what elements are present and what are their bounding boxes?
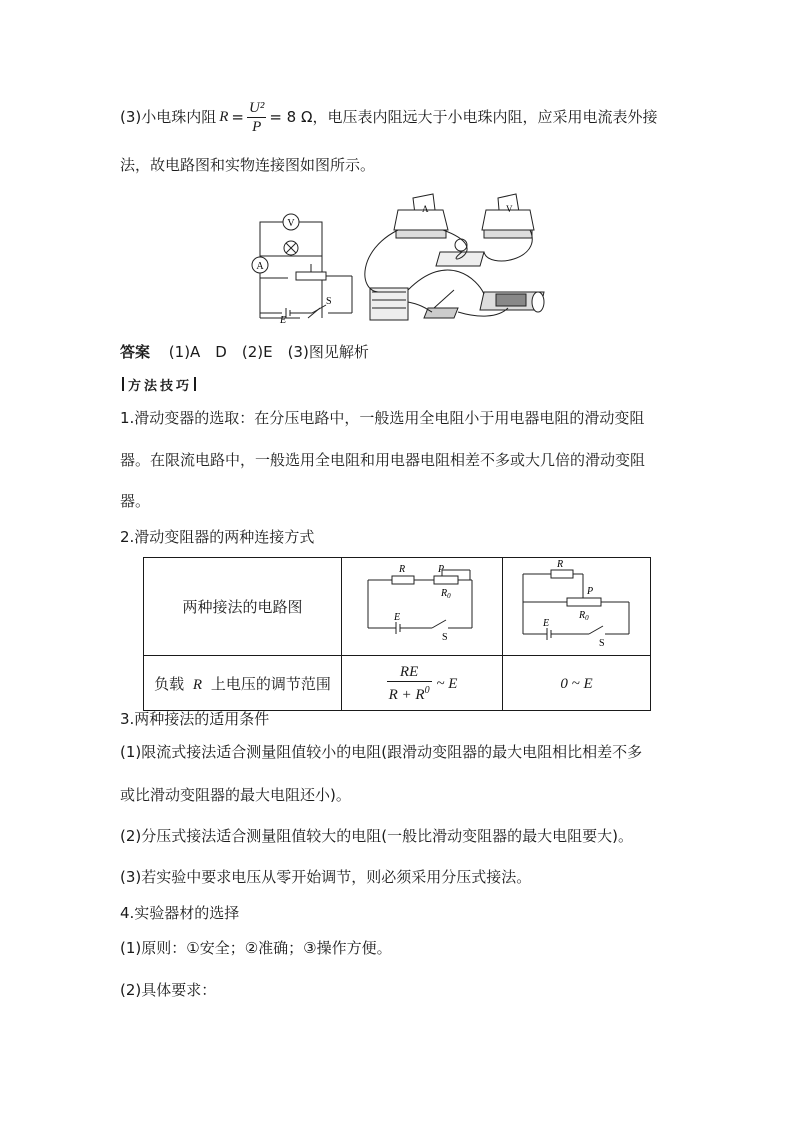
divider-r0-label: $R_0$	[579, 610, 589, 622]
limit-e-label: E	[394, 612, 401, 623]
row2-label	[144, 656, 342, 711]
limit-r0-label: $R_0$	[441, 588, 451, 600]
fraction-denominator: P	[252, 118, 262, 135]
divider-range: 0 ~ E	[560, 675, 593, 692]
limit-r-label: R	[399, 564, 406, 575]
row2-label-var: R	[192, 676, 203, 693]
para3-line2: 法，故电路图和实物连接图如图所示。	[120, 156, 376, 174]
item4-heading: 4.实验器材的选择	[120, 904, 240, 922]
lamp-symbol	[284, 241, 298, 255]
ammeter-label: A	[256, 261, 264, 272]
method-tag	[118, 374, 196, 394]
voltmeter-symbol	[283, 214, 299, 230]
divider-r-label: R	[557, 559, 564, 570]
row2-label-post: 上电压的调节范围	[210, 674, 331, 693]
item1-line3: 器。	[120, 492, 151, 510]
table-row	[144, 656, 651, 711]
item4-2: (2)具体要求：	[120, 981, 217, 999]
switch-label: S	[326, 296, 332, 307]
var-r: R	[219, 109, 229, 125]
emf-label: E	[280, 315, 287, 325]
limit-range-num: RE	[387, 663, 432, 682]
schematic-diagram	[260, 222, 352, 318]
item1-line1: 1.滑动变器的选取：在分压电路中，一般选用全电阻小于用电器电阻的滑动变阻	[120, 409, 645, 427]
limit-circuit-cell	[342, 558, 503, 656]
apparatus-drawing	[365, 194, 544, 320]
ammeter-symbol	[252, 257, 268, 273]
limit-circuit-diagram	[342, 558, 502, 651]
limit-range-tail: ~ E	[436, 675, 458, 692]
tag-bar-right	[194, 377, 196, 391]
item3-1-line2: 或比滑动变阻器的最大电阻还小)。	[120, 786, 351, 804]
item2-heading: 2.滑动变阻器的两种连接方式	[120, 528, 315, 546]
fraction-u2-over-p	[247, 99, 266, 136]
answer-label: 答案	[120, 343, 151, 361]
eq-sign: =	[231, 108, 244, 126]
divider-circuit-diagram	[503, 558, 650, 651]
answer-line	[120, 342, 369, 362]
limit-range-cell	[342, 656, 503, 711]
photo-ammeter-label: A	[422, 204, 429, 214]
divider-e-label: E	[543, 618, 550, 629]
limit-range-fraction	[387, 663, 432, 704]
para3-prefix: (3)小电珠内阻	[120, 108, 217, 126]
item3-heading: 3.两种接法的适用条件	[120, 710, 270, 728]
limit-s-label: S	[442, 632, 448, 643]
photo-ammeter	[422, 204, 429, 214]
circuit-figure	[248, 190, 548, 325]
limit-p-label: P	[438, 564, 445, 575]
fraction-numerator: U²	[249, 99, 265, 116]
photo-voltmeter-label: V	[506, 204, 513, 214]
divider-range-cell	[503, 656, 651, 711]
item4-1: (1)原则：①安全；②准确；③操作方便。	[120, 939, 392, 957]
voltmeter-label: V	[287, 218, 295, 229]
item1-line2: 器。在限流电路中，一般选用全电阻和用电器电阻相差不多或大几倍的滑动变阻	[120, 451, 646, 469]
item3-1-line1: (1)限流式接法适合测量阻值较小的电阻(跟滑动变阻器的最大电阻相比相差不多	[120, 743, 643, 761]
row1-label: 两种接法的电路图	[144, 558, 342, 656]
method-tag-text: 方法技巧	[128, 378, 193, 394]
divider-s-label: S	[599, 638, 605, 649]
divider-p-label: P	[587, 586, 594, 597]
answer-text: (1)A D (2)E (3)图见解析	[168, 343, 369, 361]
connection-table	[143, 557, 651, 711]
item3-3: (3)若实验中要求电压从零开始调节，则必须采用分压式接法。	[120, 868, 532, 886]
item3-2: (2)分压式接法适合测量阻值较大的电阻(一般比滑动变阻器的最大电阻要大)。	[120, 827, 633, 845]
para3-rest: = 8 Ω，电压表内阻远大于小电珠内阻，应采用电流表外接	[269, 108, 658, 126]
para3-line1	[120, 100, 657, 134]
limit-range-den: $R + R^0$	[388, 684, 430, 703]
photo-voltmeter	[506, 204, 513, 214]
divider-circuit-cell	[503, 558, 651, 656]
table-row	[144, 558, 651, 656]
row2-label-pre: 负载	[154, 674, 185, 693]
